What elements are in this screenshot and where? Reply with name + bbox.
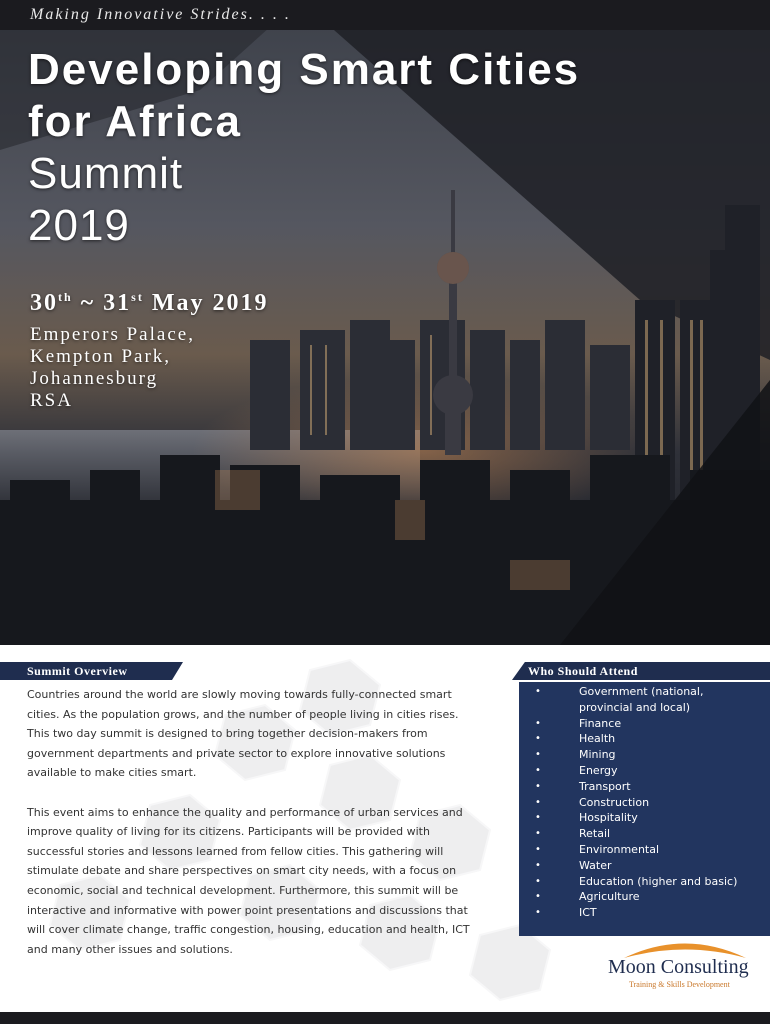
venue-line: Kempton Park, — [30, 346, 172, 367]
list-item: • ICT — [519, 905, 770, 921]
list-item: • Energy — [519, 763, 770, 779]
title-line: Developing Smart Cities — [28, 45, 581, 94]
list-item: • Transport — [519, 779, 770, 795]
footer-bar — [0, 1012, 770, 1024]
end-day: 31 — [103, 290, 132, 316]
title-line: Summit — [28, 149, 184, 198]
event-dates — [30, 290, 268, 317]
date-separator: ~ — [72, 290, 104, 316]
logo-subtitle: Training & Skills Development — [629, 980, 730, 989]
overview-paragraph: Countries around the world are slowly moving towards fully-connected smart cities. As the population grows, and the number of people living in cities rises. This two day summit is designed to bring together decision-makers from government departments and private sector to explore innovative solutions available to make cities smart. — [27, 688, 459, 780]
attend-panel — [519, 682, 770, 936]
overview-paragraph: This event aims to enhance the quality and performance of urban services and improve quality of living for its citizens. Participants will be provided with successful stories and lessons learned from fellow cities. This gathering will stimulate debate and share perspectives on smart city needs, with a focus on economic, social and technical development. Furthermore, this summit will be interactive and informative with power point presentations and discussions that will cover climate change, traffic congestion, housing, education and health, ICT and many other issues and solutions. — [27, 805, 470, 956]
tagline: Making Innovative Strides. . . . — [30, 6, 291, 23]
list-item: • Agriculture — [519, 889, 770, 905]
start-day: 30 — [30, 290, 58, 316]
venue-line: Emperors Palace, — [30, 324, 195, 345]
attend-list — [519, 684, 770, 921]
title-line: for Africa — [28, 97, 242, 146]
venue-line: Johannesburg — [30, 368, 159, 389]
start-day-suffix: th — [58, 290, 73, 304]
venue-line: RSA — [30, 390, 73, 411]
attend-heading: Who Should Attend — [528, 664, 638, 678]
content-section — [0, 645, 770, 1024]
list-item: • Construction — [519, 795, 770, 811]
list-item: • Health — [519, 731, 770, 747]
list-item: • Government (national, provincial and local) — [519, 684, 770, 716]
overview-body — [27, 685, 477, 979]
event-venue — [30, 324, 195, 412]
logo-name: Moon Consulting — [608, 956, 749, 978]
event-title — [28, 44, 728, 252]
overview-heading: Summit Overview — [27, 664, 128, 678]
list-item: • Retail — [519, 826, 770, 842]
list-item: • Hospitality — [519, 810, 770, 826]
end-day-suffix: st — [131, 290, 144, 304]
title-line: 2019 — [28, 201, 130, 250]
list-item: • Finance — [519, 716, 770, 732]
list-item: • Environmental — [519, 842, 770, 858]
list-item: • Education (higher and basic) — [519, 874, 770, 890]
month-year: May 2019 — [143, 290, 269, 316]
list-item: • Mining — [519, 747, 770, 763]
list-item: • Water — [519, 858, 770, 874]
company-logo — [605, 937, 765, 997]
